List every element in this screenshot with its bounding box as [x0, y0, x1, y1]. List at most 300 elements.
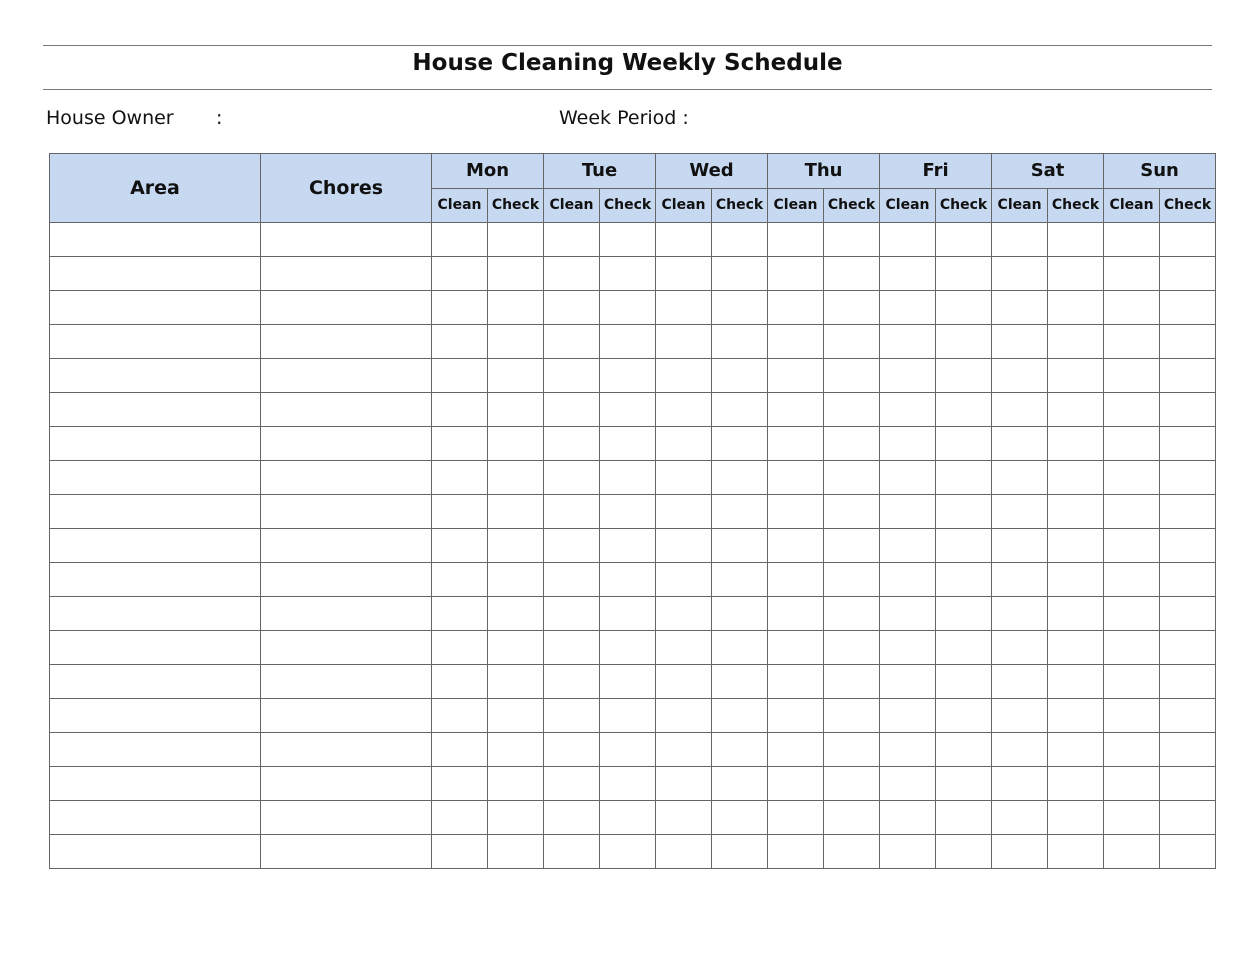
- check-cell[interactable]: [1160, 767, 1216, 801]
- check-cell[interactable]: [824, 359, 880, 393]
- clean-cell[interactable]: [768, 257, 824, 291]
- clean-cell[interactable]: [880, 291, 936, 325]
- area-cell[interactable]: [50, 461, 261, 495]
- clean-cell[interactable]: [768, 563, 824, 597]
- clean-cell[interactable]: [992, 427, 1048, 461]
- check-cell[interactable]: [824, 597, 880, 631]
- check-cell[interactable]: [1160, 699, 1216, 733]
- clean-cell[interactable]: [880, 563, 936, 597]
- clean-cell[interactable]: [1104, 665, 1160, 699]
- clean-cell[interactable]: [992, 393, 1048, 427]
- chores-cell[interactable]: [261, 393, 432, 427]
- clean-cell[interactable]: [432, 427, 488, 461]
- check-cell[interactable]: [1160, 427, 1216, 461]
- check-cell[interactable]: [824, 223, 880, 257]
- clean-cell[interactable]: [656, 427, 712, 461]
- check-cell[interactable]: [600, 699, 656, 733]
- clean-cell[interactable]: [432, 325, 488, 359]
- clean-cell[interactable]: [768, 359, 824, 393]
- clean-cell[interactable]: [768, 461, 824, 495]
- check-cell[interactable]: [936, 427, 992, 461]
- clean-cell[interactable]: [656, 733, 712, 767]
- clean-cell[interactable]: [880, 631, 936, 665]
- clean-cell[interactable]: [544, 733, 600, 767]
- check-cell[interactable]: [1048, 631, 1104, 665]
- clean-cell[interactable]: [432, 257, 488, 291]
- check-cell[interactable]: [600, 563, 656, 597]
- check-cell[interactable]: [712, 529, 768, 563]
- check-cell[interactable]: [1048, 665, 1104, 699]
- clean-cell[interactable]: [432, 699, 488, 733]
- check-cell[interactable]: [488, 767, 544, 801]
- check-cell[interactable]: [1048, 359, 1104, 393]
- check-cell[interactable]: [712, 563, 768, 597]
- check-cell[interactable]: [488, 563, 544, 597]
- check-cell[interactable]: [1048, 393, 1104, 427]
- clean-cell[interactable]: [880, 461, 936, 495]
- check-cell[interactable]: [1048, 427, 1104, 461]
- chores-cell[interactable]: [261, 767, 432, 801]
- check-cell[interactable]: [824, 427, 880, 461]
- clean-cell[interactable]: [544, 665, 600, 699]
- chores-cell[interactable]: [261, 223, 432, 257]
- check-cell[interactable]: [1048, 733, 1104, 767]
- check-cell[interactable]: [1048, 223, 1104, 257]
- clean-cell[interactable]: [992, 767, 1048, 801]
- clean-cell[interactable]: [880, 699, 936, 733]
- clean-cell[interactable]: [656, 597, 712, 631]
- clean-cell[interactable]: [544, 325, 600, 359]
- clean-cell[interactable]: [768, 223, 824, 257]
- clean-cell[interactable]: [768, 325, 824, 359]
- check-cell[interactable]: [600, 257, 656, 291]
- check-cell[interactable]: [600, 835, 656, 869]
- clean-cell[interactable]: [992, 563, 1048, 597]
- clean-cell[interactable]: [432, 223, 488, 257]
- clean-cell[interactable]: [544, 529, 600, 563]
- clean-cell[interactable]: [544, 291, 600, 325]
- check-cell[interactable]: [1048, 257, 1104, 291]
- clean-cell[interactable]: [544, 461, 600, 495]
- check-cell[interactable]: [1160, 495, 1216, 529]
- check-cell[interactable]: [824, 291, 880, 325]
- clean-cell[interactable]: [1104, 427, 1160, 461]
- check-cell[interactable]: [712, 291, 768, 325]
- check-cell[interactable]: [712, 223, 768, 257]
- clean-cell[interactable]: [1104, 495, 1160, 529]
- clean-cell[interactable]: [880, 597, 936, 631]
- clean-cell[interactable]: [656, 257, 712, 291]
- check-cell[interactable]: [1048, 291, 1104, 325]
- check-cell[interactable]: [600, 223, 656, 257]
- clean-cell[interactable]: [1104, 631, 1160, 665]
- clean-cell[interactable]: [544, 427, 600, 461]
- check-cell[interactable]: [936, 597, 992, 631]
- chores-cell[interactable]: [261, 835, 432, 869]
- check-cell[interactable]: [600, 461, 656, 495]
- clean-cell[interactable]: [1104, 767, 1160, 801]
- check-cell[interactable]: [1048, 835, 1104, 869]
- clean-cell[interactable]: [768, 835, 824, 869]
- check-cell[interactable]: [600, 325, 656, 359]
- check-cell[interactable]: [712, 631, 768, 665]
- check-cell[interactable]: [712, 597, 768, 631]
- check-cell[interactable]: [936, 767, 992, 801]
- check-cell[interactable]: [1160, 393, 1216, 427]
- clean-cell[interactable]: [768, 597, 824, 631]
- check-cell[interactable]: [712, 359, 768, 393]
- check-cell[interactable]: [600, 291, 656, 325]
- check-cell[interactable]: [1160, 529, 1216, 563]
- area-cell[interactable]: [50, 835, 261, 869]
- check-cell[interactable]: [488, 495, 544, 529]
- clean-cell[interactable]: [656, 563, 712, 597]
- area-cell[interactable]: [50, 801, 261, 835]
- check-cell[interactable]: [824, 393, 880, 427]
- clean-cell[interactable]: [1104, 393, 1160, 427]
- check-cell[interactable]: [600, 529, 656, 563]
- clean-cell[interactable]: [544, 631, 600, 665]
- area-cell[interactable]: [50, 563, 261, 597]
- clean-cell[interactable]: [656, 767, 712, 801]
- check-cell[interactable]: [712, 801, 768, 835]
- check-cell[interactable]: [600, 733, 656, 767]
- check-cell[interactable]: [600, 631, 656, 665]
- chores-cell[interactable]: [261, 733, 432, 767]
- clean-cell[interactable]: [544, 359, 600, 393]
- clean-cell[interactable]: [656, 325, 712, 359]
- check-cell[interactable]: [488, 461, 544, 495]
- clean-cell[interactable]: [432, 733, 488, 767]
- clean-cell[interactable]: [544, 767, 600, 801]
- check-cell[interactable]: [936, 461, 992, 495]
- check-cell[interactable]: [936, 223, 992, 257]
- chores-cell[interactable]: [261, 597, 432, 631]
- check-cell[interactable]: [824, 631, 880, 665]
- check-cell[interactable]: [488, 529, 544, 563]
- check-cell[interactable]: [600, 597, 656, 631]
- check-cell[interactable]: [1160, 835, 1216, 869]
- clean-cell[interactable]: [544, 597, 600, 631]
- check-cell[interactable]: [1160, 325, 1216, 359]
- check-cell[interactable]: [488, 699, 544, 733]
- check-cell[interactable]: [488, 223, 544, 257]
- clean-cell[interactable]: [992, 291, 1048, 325]
- chores-cell[interactable]: [261, 325, 432, 359]
- chores-cell[interactable]: [261, 359, 432, 393]
- check-cell[interactable]: [824, 801, 880, 835]
- clean-cell[interactable]: [768, 699, 824, 733]
- area-cell[interactable]: [50, 529, 261, 563]
- clean-cell[interactable]: [880, 495, 936, 529]
- clean-cell[interactable]: [1104, 563, 1160, 597]
- check-cell[interactable]: [712, 733, 768, 767]
- clean-cell[interactable]: [880, 393, 936, 427]
- chores-cell[interactable]: [261, 801, 432, 835]
- clean-cell[interactable]: [432, 597, 488, 631]
- check-cell[interactable]: [1048, 597, 1104, 631]
- clean-cell[interactable]: [432, 529, 488, 563]
- check-cell[interactable]: [824, 563, 880, 597]
- clean-cell[interactable]: [880, 257, 936, 291]
- clean-cell[interactable]: [656, 291, 712, 325]
- check-cell[interactable]: [1160, 665, 1216, 699]
- check-cell[interactable]: [824, 495, 880, 529]
- clean-cell[interactable]: [656, 801, 712, 835]
- chores-cell[interactable]: [261, 257, 432, 291]
- clean-cell[interactable]: [880, 223, 936, 257]
- clean-cell[interactable]: [656, 359, 712, 393]
- check-cell[interactable]: [824, 767, 880, 801]
- check-cell[interactable]: [936, 733, 992, 767]
- area-cell[interactable]: [50, 665, 261, 699]
- clean-cell[interactable]: [768, 495, 824, 529]
- clean-cell[interactable]: [1104, 699, 1160, 733]
- area-cell[interactable]: [50, 597, 261, 631]
- clean-cell[interactable]: [768, 529, 824, 563]
- clean-cell[interactable]: [880, 733, 936, 767]
- clean-cell[interactable]: [656, 699, 712, 733]
- check-cell[interactable]: [600, 767, 656, 801]
- check-cell[interactable]: [936, 563, 992, 597]
- check-cell[interactable]: [936, 835, 992, 869]
- check-cell[interactable]: [600, 393, 656, 427]
- check-cell[interactable]: [1160, 801, 1216, 835]
- clean-cell[interactable]: [544, 835, 600, 869]
- clean-cell[interactable]: [656, 835, 712, 869]
- clean-cell[interactable]: [544, 801, 600, 835]
- clean-cell[interactable]: [880, 325, 936, 359]
- clean-cell[interactable]: [432, 461, 488, 495]
- clean-cell[interactable]: [1104, 461, 1160, 495]
- check-cell[interactable]: [1048, 563, 1104, 597]
- chores-cell[interactable]: [261, 495, 432, 529]
- check-cell[interactable]: [824, 665, 880, 699]
- clean-cell[interactable]: [432, 495, 488, 529]
- check-cell[interactable]: [712, 427, 768, 461]
- check-cell[interactable]: [600, 359, 656, 393]
- clean-cell[interactable]: [432, 563, 488, 597]
- clean-cell[interactable]: [768, 631, 824, 665]
- check-cell[interactable]: [936, 325, 992, 359]
- area-cell[interactable]: [50, 257, 261, 291]
- area-cell[interactable]: [50, 325, 261, 359]
- check-cell[interactable]: [712, 461, 768, 495]
- clean-cell[interactable]: [432, 631, 488, 665]
- check-cell[interactable]: [824, 835, 880, 869]
- clean-cell[interactable]: [992, 257, 1048, 291]
- check-cell[interactable]: [1048, 767, 1104, 801]
- clean-cell[interactable]: [1104, 835, 1160, 869]
- check-cell[interactable]: [488, 359, 544, 393]
- check-cell[interactable]: [936, 699, 992, 733]
- clean-cell[interactable]: [544, 563, 600, 597]
- clean-cell[interactable]: [1104, 359, 1160, 393]
- area-cell[interactable]: [50, 291, 261, 325]
- check-cell[interactable]: [1160, 223, 1216, 257]
- clean-cell[interactable]: [656, 495, 712, 529]
- clean-cell[interactable]: [432, 291, 488, 325]
- clean-cell[interactable]: [1104, 325, 1160, 359]
- check-cell[interactable]: [1160, 597, 1216, 631]
- check-cell[interactable]: [488, 801, 544, 835]
- check-cell[interactable]: [1048, 495, 1104, 529]
- clean-cell[interactable]: [1104, 801, 1160, 835]
- clean-cell[interactable]: [1104, 529, 1160, 563]
- clean-cell[interactable]: [992, 529, 1048, 563]
- check-cell[interactable]: [1048, 801, 1104, 835]
- clean-cell[interactable]: [992, 461, 1048, 495]
- chores-cell[interactable]: [261, 563, 432, 597]
- check-cell[interactable]: [712, 325, 768, 359]
- clean-cell[interactable]: [656, 223, 712, 257]
- clean-cell[interactable]: [992, 223, 1048, 257]
- check-cell[interactable]: [824, 461, 880, 495]
- check-cell[interactable]: [712, 257, 768, 291]
- check-cell[interactable]: [488, 733, 544, 767]
- clean-cell[interactable]: [656, 529, 712, 563]
- check-cell[interactable]: [712, 665, 768, 699]
- area-cell[interactable]: [50, 767, 261, 801]
- clean-cell[interactable]: [1104, 257, 1160, 291]
- chores-cell[interactable]: [261, 529, 432, 563]
- clean-cell[interactable]: [880, 427, 936, 461]
- check-cell[interactable]: [936, 393, 992, 427]
- check-cell[interactable]: [1160, 461, 1216, 495]
- clean-cell[interactable]: [432, 801, 488, 835]
- clean-cell[interactable]: [432, 359, 488, 393]
- area-cell[interactable]: [50, 495, 261, 529]
- check-cell[interactable]: [936, 359, 992, 393]
- clean-cell[interactable]: [432, 835, 488, 869]
- clean-cell[interactable]: [992, 631, 1048, 665]
- area-cell[interactable]: [50, 631, 261, 665]
- clean-cell[interactable]: [992, 597, 1048, 631]
- check-cell[interactable]: [1048, 699, 1104, 733]
- check-cell[interactable]: [936, 291, 992, 325]
- chores-cell[interactable]: [261, 665, 432, 699]
- check-cell[interactable]: [600, 665, 656, 699]
- clean-cell[interactable]: [992, 495, 1048, 529]
- check-cell[interactable]: [824, 529, 880, 563]
- check-cell[interactable]: [488, 257, 544, 291]
- check-cell[interactable]: [1160, 257, 1216, 291]
- check-cell[interactable]: [1160, 563, 1216, 597]
- check-cell[interactable]: [488, 393, 544, 427]
- clean-cell[interactable]: [880, 359, 936, 393]
- check-cell[interactable]: [1160, 631, 1216, 665]
- check-cell[interactable]: [488, 427, 544, 461]
- area-cell[interactable]: [50, 223, 261, 257]
- clean-cell[interactable]: [768, 427, 824, 461]
- clean-cell[interactable]: [768, 733, 824, 767]
- clean-cell[interactable]: [992, 699, 1048, 733]
- check-cell[interactable]: [1048, 529, 1104, 563]
- check-cell[interactable]: [1160, 291, 1216, 325]
- check-cell[interactable]: [824, 733, 880, 767]
- clean-cell[interactable]: [656, 461, 712, 495]
- check-cell[interactable]: [824, 257, 880, 291]
- check-cell[interactable]: [712, 699, 768, 733]
- check-cell[interactable]: [600, 427, 656, 461]
- check-cell[interactable]: [488, 631, 544, 665]
- area-cell[interactable]: [50, 699, 261, 733]
- clean-cell[interactable]: [656, 665, 712, 699]
- check-cell[interactable]: [824, 325, 880, 359]
- clean-cell[interactable]: [768, 801, 824, 835]
- clean-cell[interactable]: [544, 699, 600, 733]
- clean-cell[interactable]: [880, 529, 936, 563]
- clean-cell[interactable]: [544, 257, 600, 291]
- area-cell[interactable]: [50, 733, 261, 767]
- clean-cell[interactable]: [992, 801, 1048, 835]
- check-cell[interactable]: [936, 529, 992, 563]
- area-cell[interactable]: [50, 359, 261, 393]
- chores-cell[interactable]: [261, 427, 432, 461]
- check-cell[interactable]: [712, 767, 768, 801]
- clean-cell[interactable]: [880, 665, 936, 699]
- clean-cell[interactable]: [768, 665, 824, 699]
- clean-cell[interactable]: [1104, 291, 1160, 325]
- clean-cell[interactable]: [544, 495, 600, 529]
- clean-cell[interactable]: [992, 325, 1048, 359]
- check-cell[interactable]: [824, 699, 880, 733]
- check-cell[interactable]: [1048, 461, 1104, 495]
- clean-cell[interactable]: [432, 393, 488, 427]
- clean-cell[interactable]: [544, 223, 600, 257]
- clean-cell[interactable]: [544, 393, 600, 427]
- clean-cell[interactable]: [880, 835, 936, 869]
- check-cell[interactable]: [936, 631, 992, 665]
- check-cell[interactable]: [936, 495, 992, 529]
- clean-cell[interactable]: [656, 631, 712, 665]
- check-cell[interactable]: [488, 665, 544, 699]
- clean-cell[interactable]: [992, 359, 1048, 393]
- check-cell[interactable]: [488, 291, 544, 325]
- check-cell[interactable]: [600, 495, 656, 529]
- check-cell[interactable]: [488, 835, 544, 869]
- area-cell[interactable]: [50, 393, 261, 427]
- clean-cell[interactable]: [768, 393, 824, 427]
- clean-cell[interactable]: [1104, 597, 1160, 631]
- check-cell[interactable]: [712, 393, 768, 427]
- chores-cell[interactable]: [261, 699, 432, 733]
- chores-cell[interactable]: [261, 291, 432, 325]
- check-cell[interactable]: [936, 801, 992, 835]
- check-cell[interactable]: [488, 597, 544, 631]
- check-cell[interactable]: [1160, 359, 1216, 393]
- clean-cell[interactable]: [992, 835, 1048, 869]
- clean-cell[interactable]: [880, 801, 936, 835]
- check-cell[interactable]: [712, 495, 768, 529]
- clean-cell[interactable]: [768, 291, 824, 325]
- clean-cell[interactable]: [992, 733, 1048, 767]
- area-cell[interactable]: [50, 427, 261, 461]
- check-cell[interactable]: [1048, 325, 1104, 359]
- clean-cell[interactable]: [880, 767, 936, 801]
- clean-cell[interactable]: [768, 767, 824, 801]
- chores-cell[interactable]: [261, 461, 432, 495]
- check-cell[interactable]: [936, 257, 992, 291]
- check-cell[interactable]: [712, 835, 768, 869]
- check-cell[interactable]: [600, 801, 656, 835]
- clean-cell[interactable]: [992, 665, 1048, 699]
- check-cell[interactable]: [1160, 733, 1216, 767]
- chores-cell[interactable]: [261, 631, 432, 665]
- clean-cell[interactable]: [432, 767, 488, 801]
- clean-cell[interactable]: [1104, 733, 1160, 767]
- clean-cell[interactable]: [656, 393, 712, 427]
